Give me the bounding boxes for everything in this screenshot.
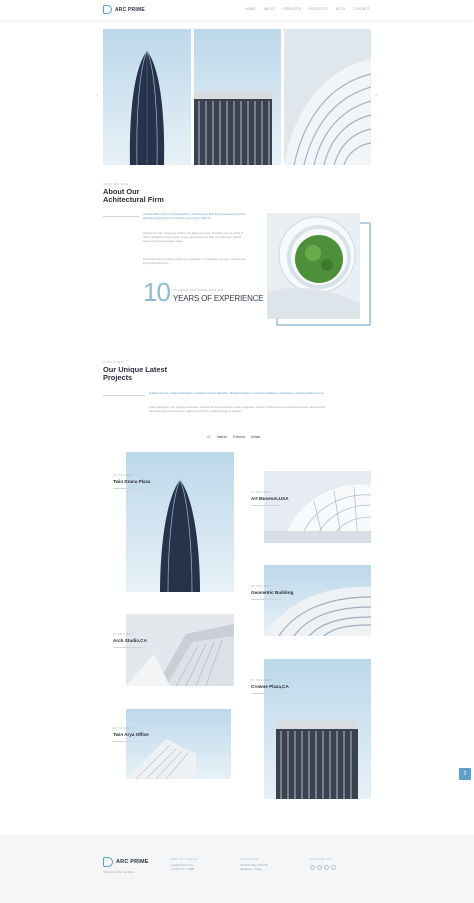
- instagram-icon[interactable]: [324, 865, 329, 870]
- footer-location: [240, 857, 268, 872]
- project-card-1[interactable]: [113, 474, 150, 489]
- footer-follow: [310, 857, 336, 870]
- project-card-4[interactable]: [113, 633, 147, 648]
- about-title-line2: Achitectural Firm: [103, 195, 164, 204]
- project-card-title: Art Museum,USA: [251, 496, 289, 501]
- chevron-right-icon[interactable]: ›: [375, 93, 377, 99]
- about-image: [267, 213, 360, 319]
- project-card-eyebrow: 03 PROJECT: [251, 585, 272, 588]
- filter-urban[interactable]: Urban: [251, 435, 261, 439]
- project-card-title: Crowne Plaza,CA: [251, 684, 289, 689]
- projects-intro-text: Quisque leo ante, tristique at tincidunt vel, aliquet sed urna Phasellus. Phasellus iaculis ut, commodo vestibulum pellentesque, vulputate porttitor sem et.: [149, 392, 324, 395]
- project-image-4[interactable]: [126, 614, 234, 686]
- linkedin-icon[interactable]: [331, 865, 336, 870]
- projects-title-line2: Projects: [103, 373, 133, 382]
- footer-address-1: 707 Main Way 1103 P#1: [240, 864, 269, 867]
- social-links: [310, 865, 336, 870]
- slide-image-tower: [103, 29, 191, 165]
- project-card-line: [113, 488, 143, 489]
- project-card-line: [251, 505, 281, 506]
- arrow-up-icon[interactable]: ⇧: [459, 768, 471, 780]
- slide-image-office: [194, 29, 281, 165]
- project-card-title: Geometric Building: [251, 590, 294, 595]
- project-card-line: [113, 741, 143, 742]
- about-body-text-2: Architectural lorem ornare in luctus nec vestibulum. In scelerisque vel, arcu. Vivamus sed eu tempor elementum.: [143, 258, 246, 266]
- years-label: YEARS OF EXPERIENCE: [173, 294, 264, 303]
- about-divider: [103, 216, 139, 217]
- nav-contact[interactable]: CONTACT: [353, 7, 370, 11]
- project-image-6[interactable]: [126, 709, 231, 779]
- nav-projects[interactable]: PROJECTS: [309, 7, 328, 11]
- project-filters: [207, 435, 260, 439]
- project-card-3[interactable]: [251, 585, 293, 600]
- logo-icon: [103, 857, 113, 867]
- project-card-eyebrow: 01 PROJECT: [113, 474, 134, 477]
- years-caption: IN ARCHITECTURE DESIGN: [173, 288, 224, 292]
- projects-divider: [103, 395, 145, 396]
- project-card-2[interactable]: [251, 491, 289, 506]
- project-image-2[interactable]: [264, 471, 371, 543]
- project-card-line: [113, 647, 143, 648]
- nav-home[interactable]: HOME: [245, 7, 256, 11]
- footer-logo[interactable]: [103, 857, 149, 867]
- project-image-1[interactable]: [126, 452, 234, 592]
- site-footer: [0, 835, 474, 903]
- footer-address-2: Vaisakhan - Kerala: [240, 868, 262, 872]
- footer-email[interactable]: info@arcprime.com: [171, 864, 194, 867]
- filter-exterior[interactable]: Exterior: [233, 435, 246, 439]
- main-nav: [245, 7, 370, 11]
- about-eyebrow: WHO WE ARE: [103, 182, 129, 186]
- about-title-line1: About Our: [103, 187, 140, 196]
- project-card-eyebrow: 02 PROJECT: [251, 491, 272, 494]
- project-image-3[interactable]: [264, 565, 371, 636]
- facebook-icon[interactable]: [310, 865, 315, 870]
- chevron-left-icon[interactable]: ‹: [96, 93, 98, 99]
- footer-contact: [171, 857, 198, 872]
- footer-location-title: LOCATION: [240, 857, 259, 861]
- nav-about[interactable]: ABOUT: [263, 7, 276, 11]
- project-card-eyebrow: 05 PROJECT: [251, 679, 272, 682]
- footer-contact-title: GET IN TOUCH: [171, 857, 199, 861]
- logo-text: ARC PRIME: [115, 6, 145, 13]
- nav-services[interactable]: SERVICES: [283, 7, 302, 11]
- filter-interior[interactable]: Interior: [216, 435, 228, 439]
- site-header: [0, 0, 474, 20]
- project-card-eyebrow: 04 PROJECT: [113, 633, 134, 636]
- logo[interactable]: [103, 5, 145, 14]
- footer-follow-title: FOLLOW US: [310, 857, 332, 861]
- project-card-line: [251, 693, 281, 694]
- twitter-icon[interactable]: [317, 865, 322, 870]
- about-body-text: Quisque leo ante, tristique at tincidunt vel, aliquet sed urna. Phasellus nunc et iaculis ut nisl id. Vestibulum dictum turpis, ornare varius laoreet ac. Duis ac tristique leo. Mauris lacus orci dignissim viverra, augue.: [143, 232, 244, 244]
- project-card-title: Twin Arya Office: [113, 732, 149, 737]
- project-card-6[interactable]: [113, 727, 149, 742]
- project-card-title: Twin Drana Plaza: [113, 479, 151, 484]
- projects-title-line1: Our Unique Latest: [103, 365, 168, 374]
- years-number: 10: [143, 277, 170, 307]
- projects-eyebrow: DISCOVER: [103, 360, 124, 364]
- projects-body-text: Proin ullamcorper, felis tristique at faucibus, iaculis tortor. Duis vestibulum mollis in dignissim. Aenean tincidunt lorem et consectetur lacinia, ultricies tortor. Nam bibendum accumsan ante, ullamcorper ut nibh. Vestibulum eget et tincidunt.: [149, 406, 326, 414]
- project-card-title: Arch Studio,CA: [113, 638, 147, 643]
- slide-image-curve: [284, 29, 371, 165]
- project-card-eyebrow: 06 PROJECT: [113, 727, 134, 730]
- footer-phone[interactable]: +1 (555) 777 - 8888: [171, 868, 194, 872]
- project-card-line: [251, 599, 281, 600]
- nav-blog[interactable]: BLOG: [335, 7, 346, 11]
- footer-logo-text: ARC PRIME: [116, 859, 149, 865]
- copyright-text: Copyright ©2021 Arc Prime: [103, 871, 135, 874]
- about-intro-text: A whole different kind of architectural firm. Architecture is both the process and product of planning designing and constructing. Lorem ipsum dolor sit.: [143, 213, 246, 221]
- project-card-5[interactable]: [251, 679, 289, 694]
- logo-icon: [103, 5, 112, 14]
- filter-all[interactable]: All: [207, 435, 211, 439]
